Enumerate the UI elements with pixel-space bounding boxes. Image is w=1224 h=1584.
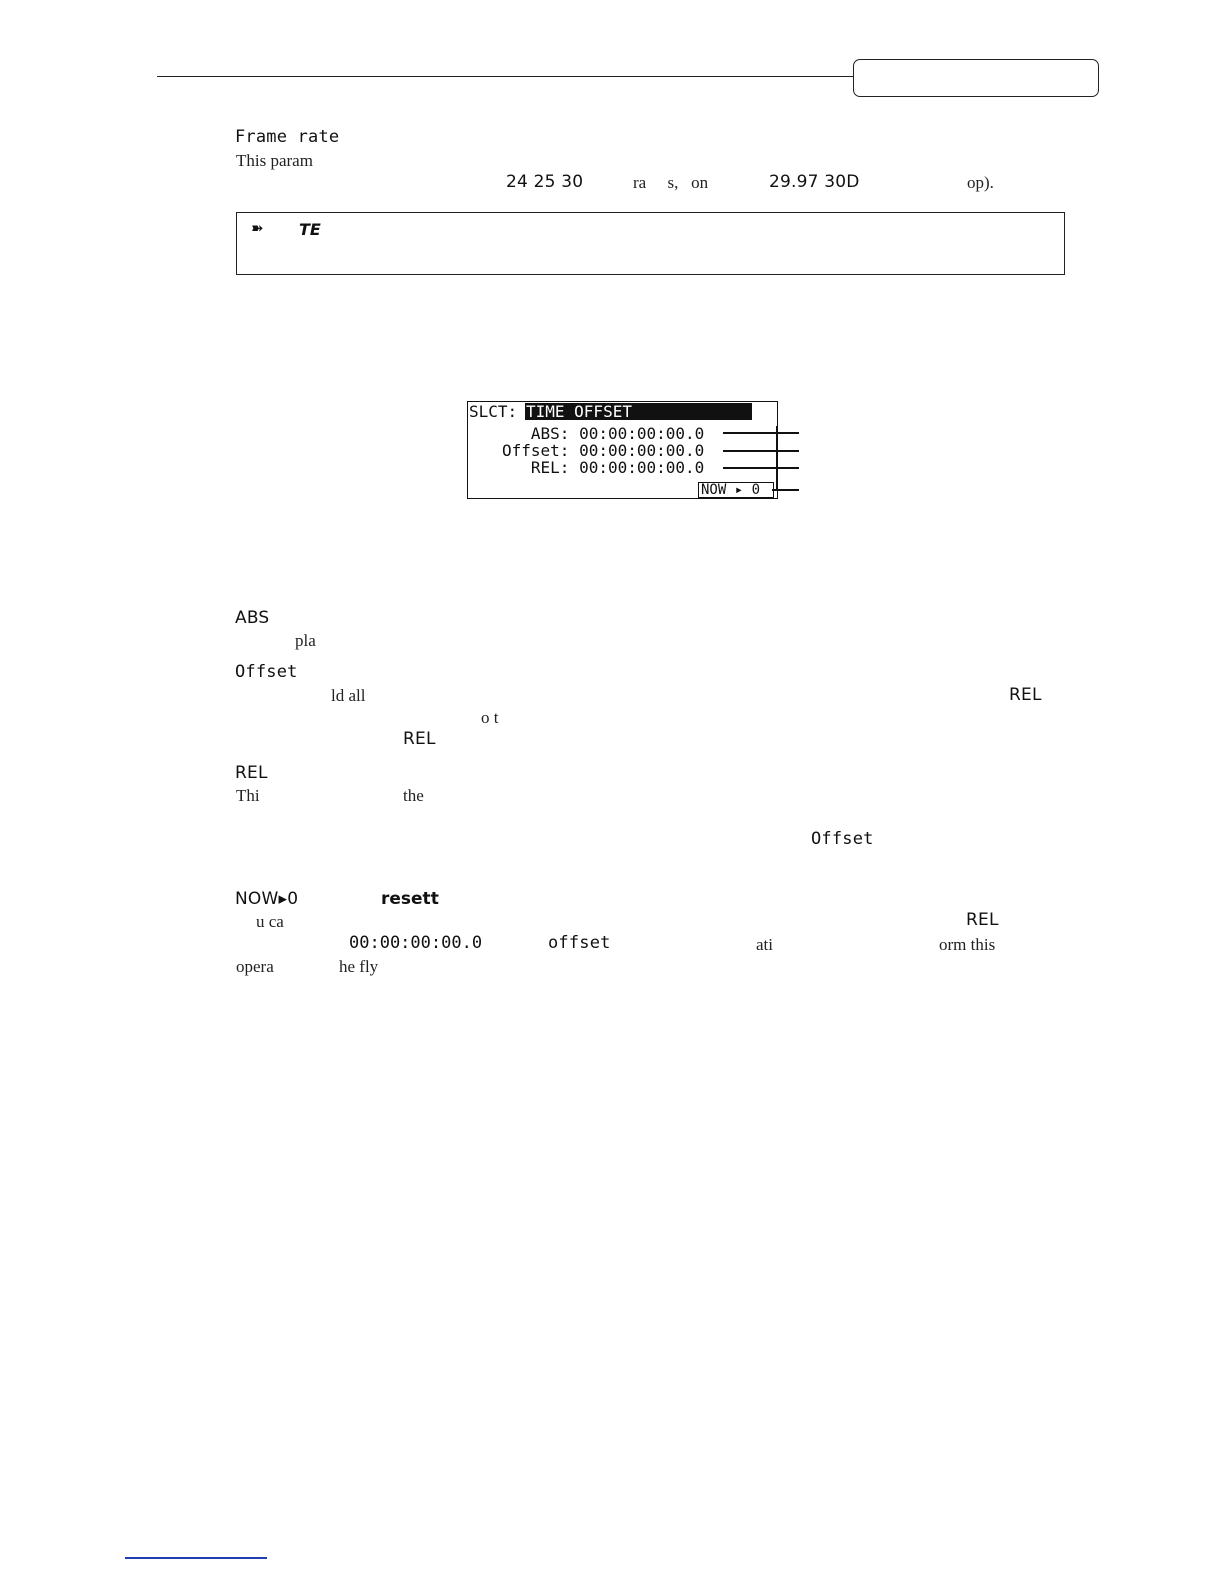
callout-line-abs bbox=[723, 432, 799, 434]
abs-title: ABS bbox=[235, 608, 270, 628]
frame-rate-text-3: op). bbox=[967, 173, 994, 192]
lcd-slct-label: SLCT: bbox=[469, 402, 518, 421]
lcd-offset-line: Offset: 00:00:00:00.0 bbox=[502, 441, 705, 460]
frame-rate-text-1: This param bbox=[236, 151, 313, 170]
abs-text-1: pla bbox=[295, 631, 316, 650]
offset-title: Offset bbox=[235, 662, 298, 682]
now-offset-word: offset bbox=[548, 933, 611, 953]
offset-text-2: o t bbox=[481, 708, 499, 727]
note-arrow-icon: ➽ bbox=[251, 219, 264, 237]
callout-line-rel bbox=[723, 467, 799, 469]
rel-title: REL bbox=[235, 763, 268, 783]
callout-vertical bbox=[776, 426, 778, 490]
note-box bbox=[236, 212, 1065, 275]
now-rel-word: REL bbox=[966, 910, 999, 930]
offset-rel-word-2: REL bbox=[403, 729, 436, 749]
offset-text-1: ld all bbox=[331, 686, 366, 705]
now-time-value: 00:00:00:00.0 bbox=[349, 933, 483, 953]
lcd-abs-line: ABS: 00:00:00:00.0 bbox=[502, 424, 705, 443]
now-text-1: u ca bbox=[256, 912, 284, 931]
now-text-4: opera bbox=[236, 957, 274, 976]
offset-rel-word-1: REL bbox=[1009, 685, 1042, 705]
footer-link-underline[interactable] bbox=[125, 1557, 267, 1559]
frame-rate-values-b: 29.97 30D bbox=[769, 172, 860, 192]
note-label: TE bbox=[299, 220, 321, 239]
rel-text-1: Thi bbox=[236, 786, 260, 805]
frame-rate-values-a: 24 25 30 bbox=[506, 172, 584, 192]
lcd-now-button[interactable]: NOW ▸ 0 bbox=[698, 482, 774, 498]
header-tab bbox=[853, 59, 1099, 97]
lcd-rel-line: REL: 00:00:00:00.0 bbox=[502, 458, 705, 477]
header-rule bbox=[157, 76, 857, 77]
now-text-5: he fly bbox=[339, 957, 379, 976]
frame-rate-text-2: ra s, on bbox=[633, 173, 709, 192]
rel-offset-word: Offset bbox=[811, 829, 874, 849]
now-text-3: orm this bbox=[939, 935, 996, 954]
lcd-title: TIME OFFSET bbox=[525, 403, 752, 420]
frame-rate-title: Frame rate bbox=[235, 127, 340, 147]
now-title: NOW▸0 bbox=[235, 889, 299, 909]
callout-line-offset bbox=[723, 450, 799, 452]
now-text-2: ati bbox=[756, 935, 773, 954]
now-subtitle: resett bbox=[381, 889, 439, 909]
rel-text-2: the bbox=[403, 786, 424, 805]
